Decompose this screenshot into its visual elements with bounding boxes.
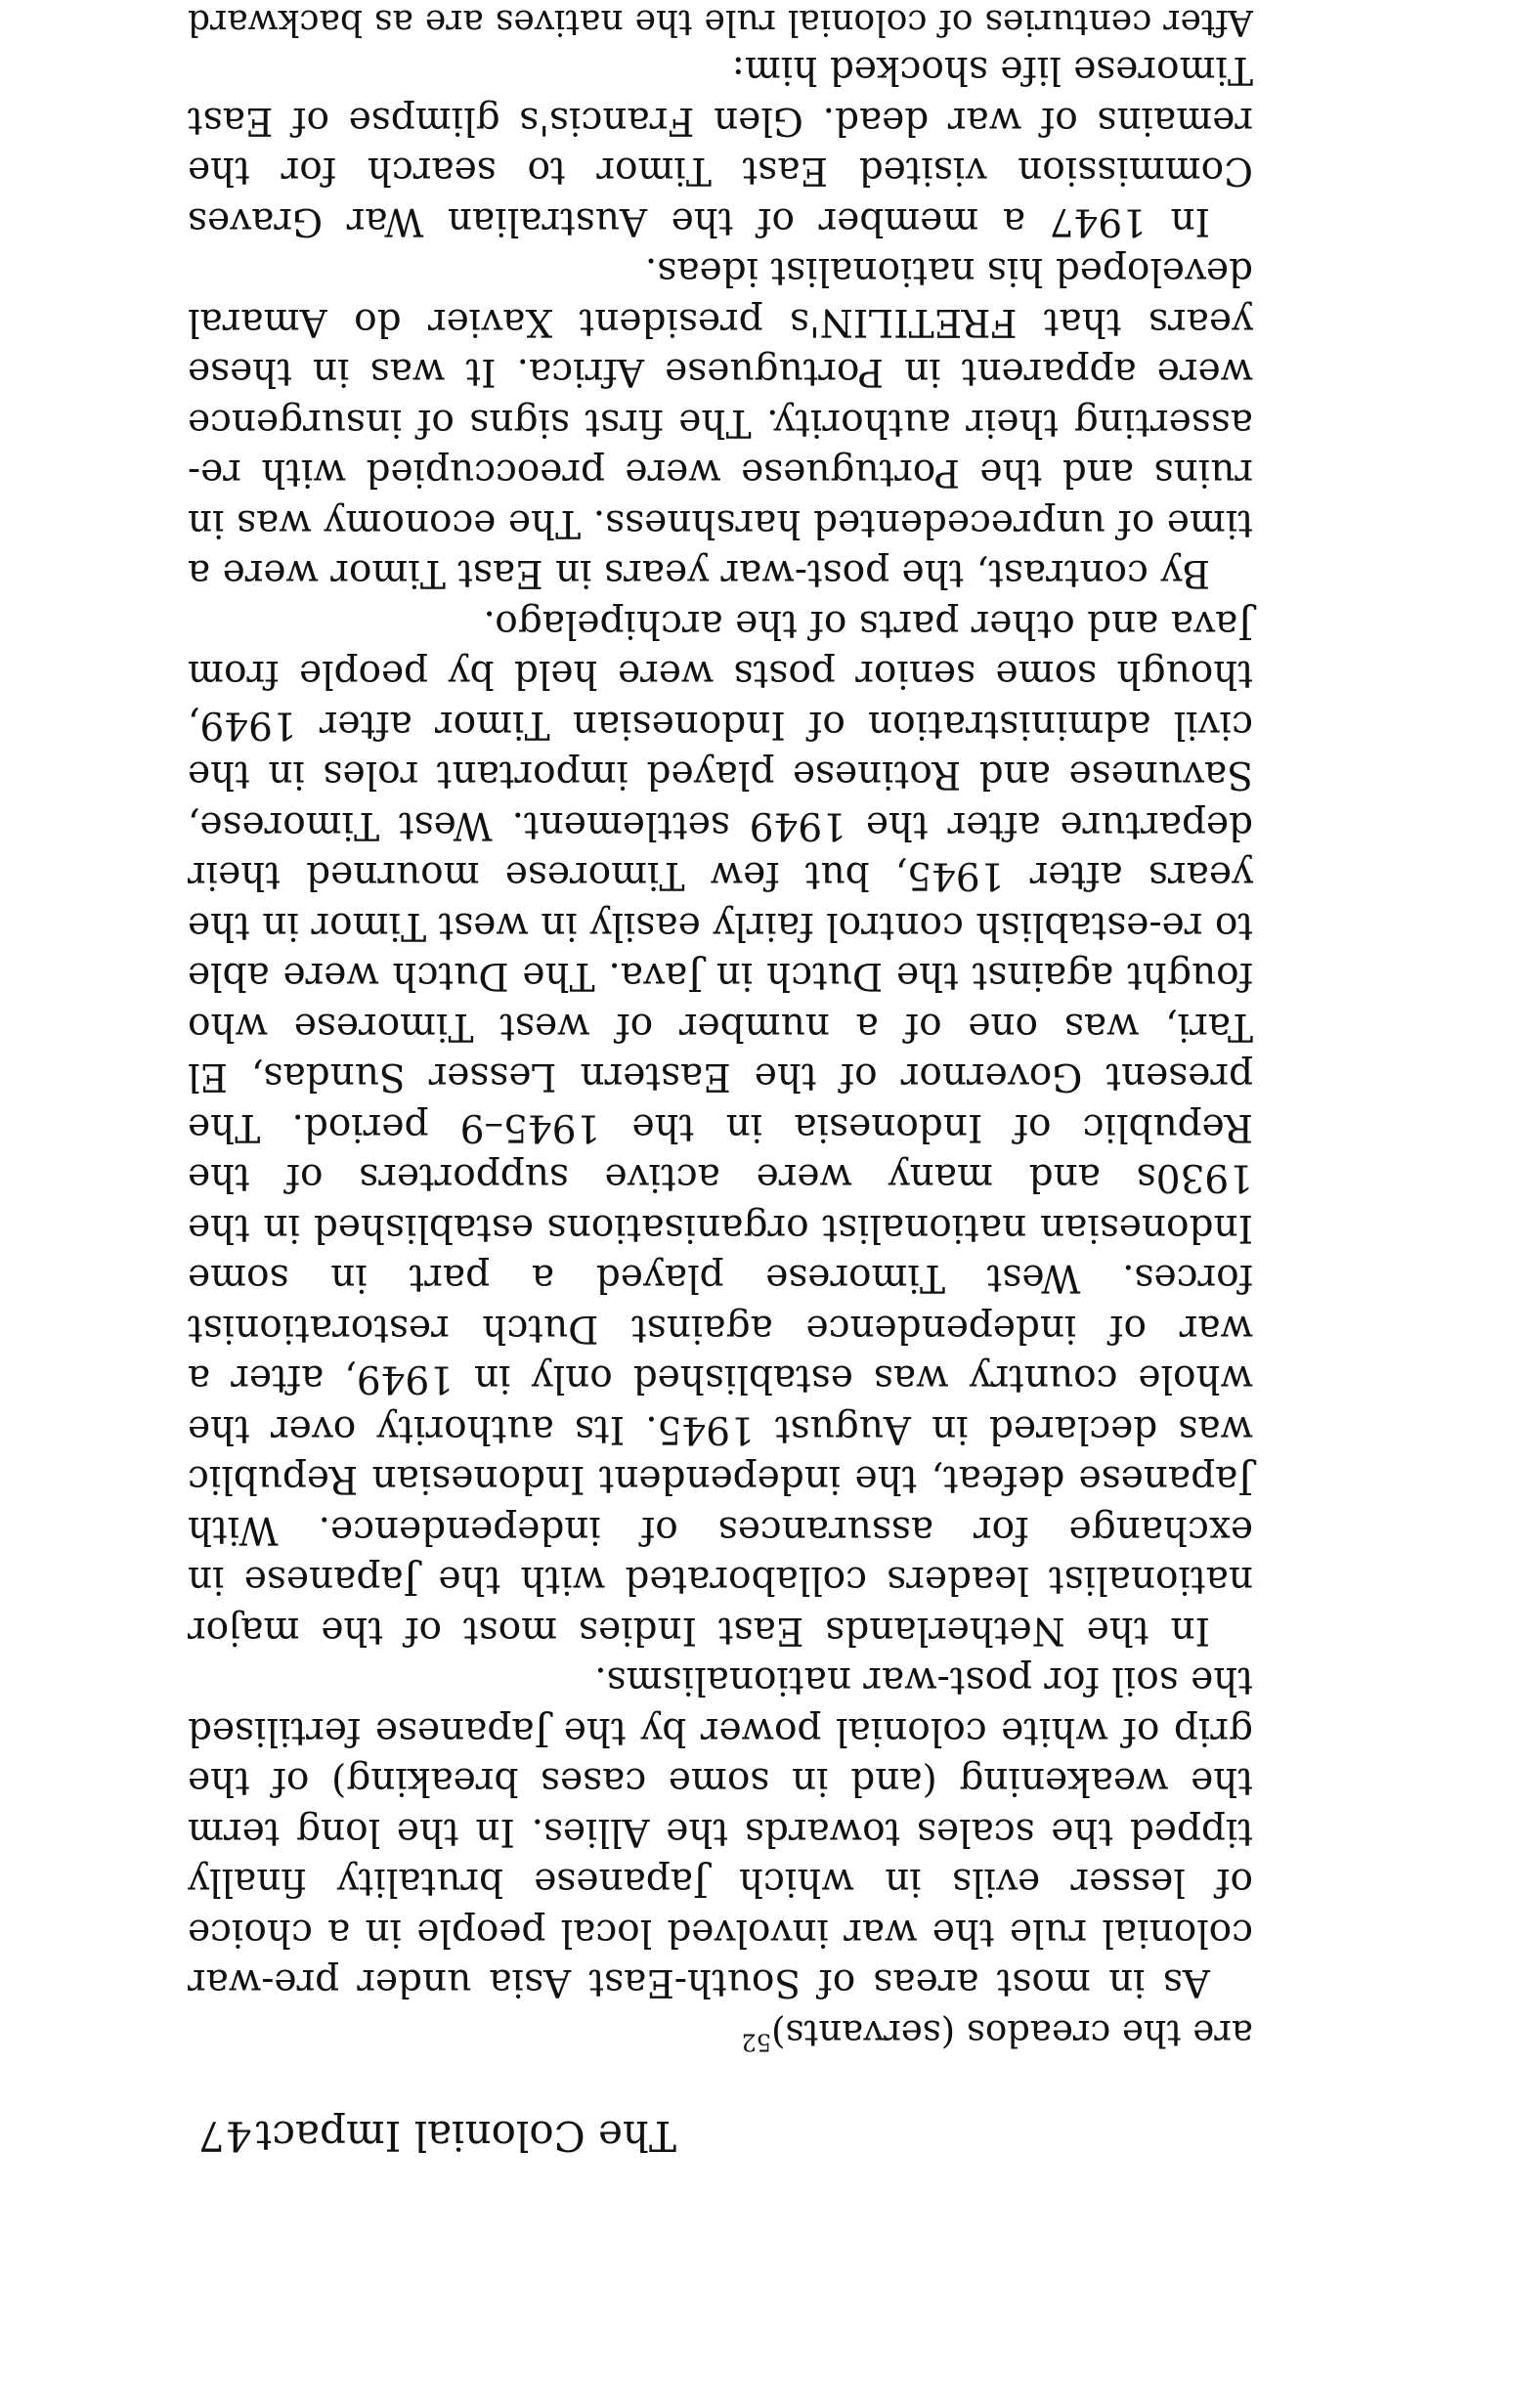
running-title: The Colonial Impact [255,2112,676,2160]
paragraph-4: In 1947 a member of the Australian War Graves Commission visited East Timor to search for the remains of war dead. Glen Francis's glimpse of East Timorese life shocked him: [188,48,1253,243]
body-text [188,0,1253,2058]
paragraph-2: In the Netherlands East Indies most of the major nationalist leaders collaborated with the Japanese in exchange for assurances of independence. With Japanese defeat, the independent Indonesian Republic was declared in August 1945. Its authority over the whole country was established only in 1949, after a war of independence against Dutch restorationist forces. West Timorese played a part in some Indonesian nationalist organisations established in the 1930s and many were active supporters of the Republic of Indonesia in the 1945–9 period. The present Governor of the Eastern Lesser Sundas, El Tari, was one of a number of west Timorese who fought against the Dutch in Java. The Dutch were able to re-establish control fairly easily in west Timor in the years after 1945, but few Timorese mourned their departure after the 1949 settlement. West Timorese, Savunese and Rotinese played important roles in the civil administration of Indonesian Timor after 1949, though some senior posts were held by people from Java and other parts of the archipelago. [188,602,1253,1653]
footnote-marker: 52 [741,2028,772,2056]
paragraph-1: As in most areas of South-East Asia under pre-war colonial rule the war involved local people in a choice of lesser evils in which Japanese brutality finally tipped the scales towards the Allies. In the long term the weakening (and in some cases breaking) of the grip of white colonial power by the Japanese fertilised the soil for post-war nationalisms. [188,1658,1253,2005]
paragraph-3: By contrast, the post-war years in East Timor were a time of unprecedented harshness. The economy was in ruins and the Portuguese were preoccupied with re-asserting their authority. The first signs of insurgence were apparent in Portuguese Africa. It was in these years that FRETILIN's president Xavier do Amaral developed his nationalist ideas. [188,249,1253,596]
page-number: 47 [197,2112,252,2160]
quote-continuation-text: are the creados (servants) [771,2012,1253,2054]
running-header [197,2112,676,2160]
block-quote: After centuries of colonial rule the natives are as backward [188,2,1253,42]
quote-continuation [188,2008,1253,2059]
